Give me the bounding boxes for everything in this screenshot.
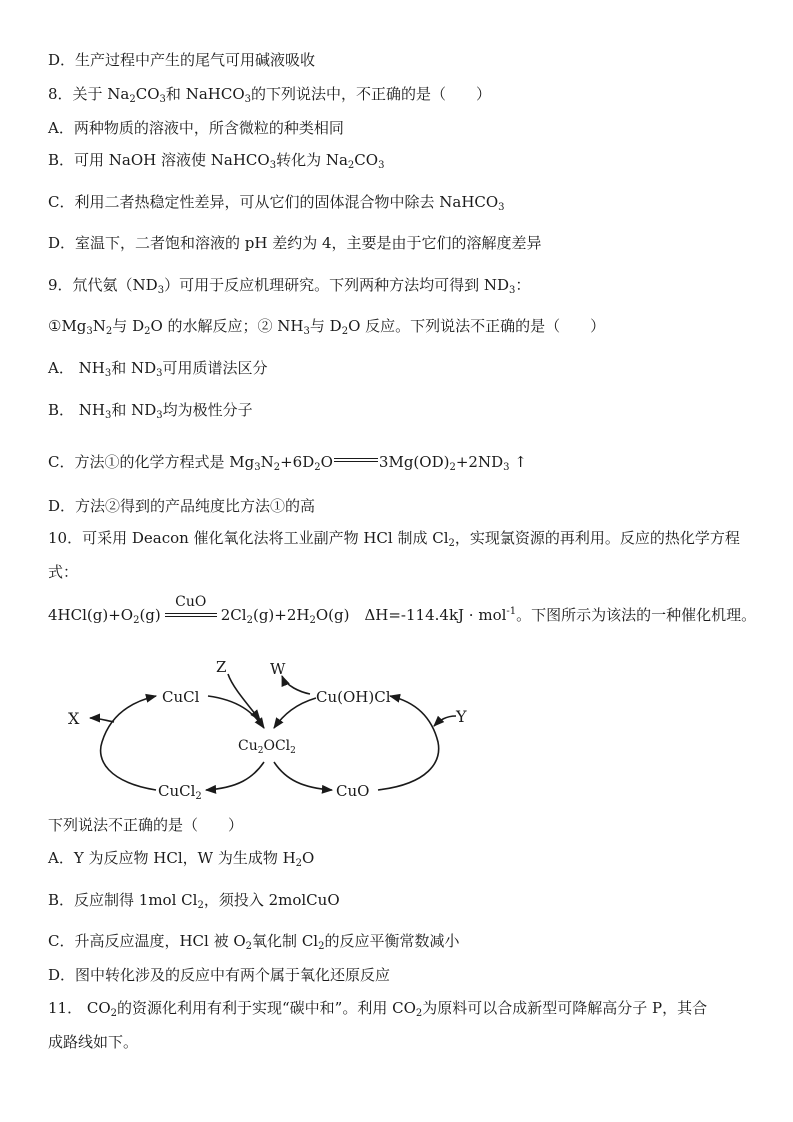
- q8-option-d: D．室温下，二者饱和溶液的 pH 差约为 4，主要是由于它们的溶解度差异: [48, 234, 542, 252]
- label-W: W: [270, 660, 286, 678]
- arrow-z-in: [228, 674, 260, 720]
- q9-option-a: A． $NH_3$和 $ND_3$可用质谱法区分: [48, 359, 268, 379]
- arrow-y-in: [434, 716, 456, 726]
- label-CuOHCl: Cu(OH)Cl: [316, 688, 391, 706]
- q9-option-b: B． $NH_3$和 $ND_3$均为极性分子: [48, 401, 253, 421]
- path-cucl2-to-cucl: [101, 696, 156, 790]
- q10-equation: $4HCl(g)+O_2(g)$ CuO $2Cl_2(g)+2H_2O(g)$ ΔH=-114.4kJ · mol$^{-1}$。下图所示为该法的一种催化机理。: [48, 594, 757, 626]
- q9-option-d: D．方法②得到的产品纯度比方法①的高: [48, 497, 316, 515]
- q9-stem: 9．氘代氨$(ND_3)$可用于反应机理研究。下列两种方法均可得到 $ND_3$：: [48, 276, 531, 296]
- q9-option-c: C．方法①的化学方程式是 $Mg_3N_2+6D_2O$ $3Mg(OD)_2+2ND_3$ ↑: [48, 453, 527, 473]
- label-CuCl2: CuCl$_2$: [158, 782, 202, 802]
- path-cuohcl-to-cu2ocl2: [274, 698, 316, 728]
- q10-question: 下列说法不正确的是（ ）: [48, 816, 244, 834]
- path-cu2ocl2-to-cuo: [274, 762, 332, 790]
- q8-stem: 8．关于 $Na_2CO_3$和 NaHCO$_3$的下列说法中，不正确的是（ ）: [48, 85, 492, 105]
- path-cucl-to-cu2ocl2: [208, 696, 264, 728]
- q10-option-b: B．反应制得 1mol $Cl_2$，须投入 2molCuO: [48, 891, 340, 911]
- q8-option-c: C．利用二者热稳定性差异，可从它们的固体混合物中除去 NaHCO$_3$: [48, 193, 505, 213]
- label-CuO: CuO: [336, 782, 370, 800]
- path-cuo-to-cuohcl: [378, 696, 439, 790]
- q10-stem-cont: 式：: [48, 563, 79, 581]
- q10-stem: 10．可采用 Deacon 催化氧化法将工业副产物 HCl 制成 $Cl_2$，实现氯资源的再利用。反应的热化学方程: [48, 529, 740, 549]
- q8-option-a: A．两种物质的溶液中，所含微粒的种类相同: [48, 119, 344, 137]
- label-X: X: [68, 709, 80, 728]
- equals-sign: [334, 457, 378, 465]
- q7-option-d: D．生产过程中产生的尾气可用碱液吸收: [48, 51, 316, 69]
- label-Y: Y: [456, 707, 467, 726]
- q10-option-c: C．升高反应温度，HCl 被 $O_2$氧化制 $Cl_2$的反应平衡常数减小: [48, 932, 460, 952]
- arrow-x-out: [90, 718, 114, 722]
- path-cu2ocl2-to-cucl2: [206, 762, 264, 790]
- q11-stem: 11． $CO_2$的资源化利用有利于实现“碳中和”。利用 $CO_2$为原料可以合成新型可降解高分子 P，其合: [48, 999, 708, 1019]
- label-Cu2OCl2: $Cu_2OCl_2$: [238, 738, 296, 756]
- q8-option-b: B．可用 NaOH 溶液使 NaHCO$_3$转化为 $Na_2CO_3$: [48, 151, 385, 171]
- label-Z: Z: [216, 658, 227, 676]
- q9-subject: $①Mg_3N_2$与 $D_2O$ 的水解反应；② $NH_3$与 $D_2O$ 反应。下列说法不正确的是（ ）: [48, 317, 606, 337]
- label-CuCl: CuCl: [162, 688, 200, 706]
- reaction-condition-arrow: CuO: [163, 604, 219, 624]
- arrow-w-out: [282, 676, 310, 694]
- q10-option-d: D．图中转化涉及的反应中有两个属于氧化还原反应: [48, 966, 391, 984]
- q11-stem-cont: 成路线如下。: [48, 1033, 139, 1051]
- q10-option-a: A．Y 为反应物 HCl，W 为生成物 $H_2O$: [48, 849, 315, 869]
- catalytic-mechanism-diagram: [48, 650, 488, 810]
